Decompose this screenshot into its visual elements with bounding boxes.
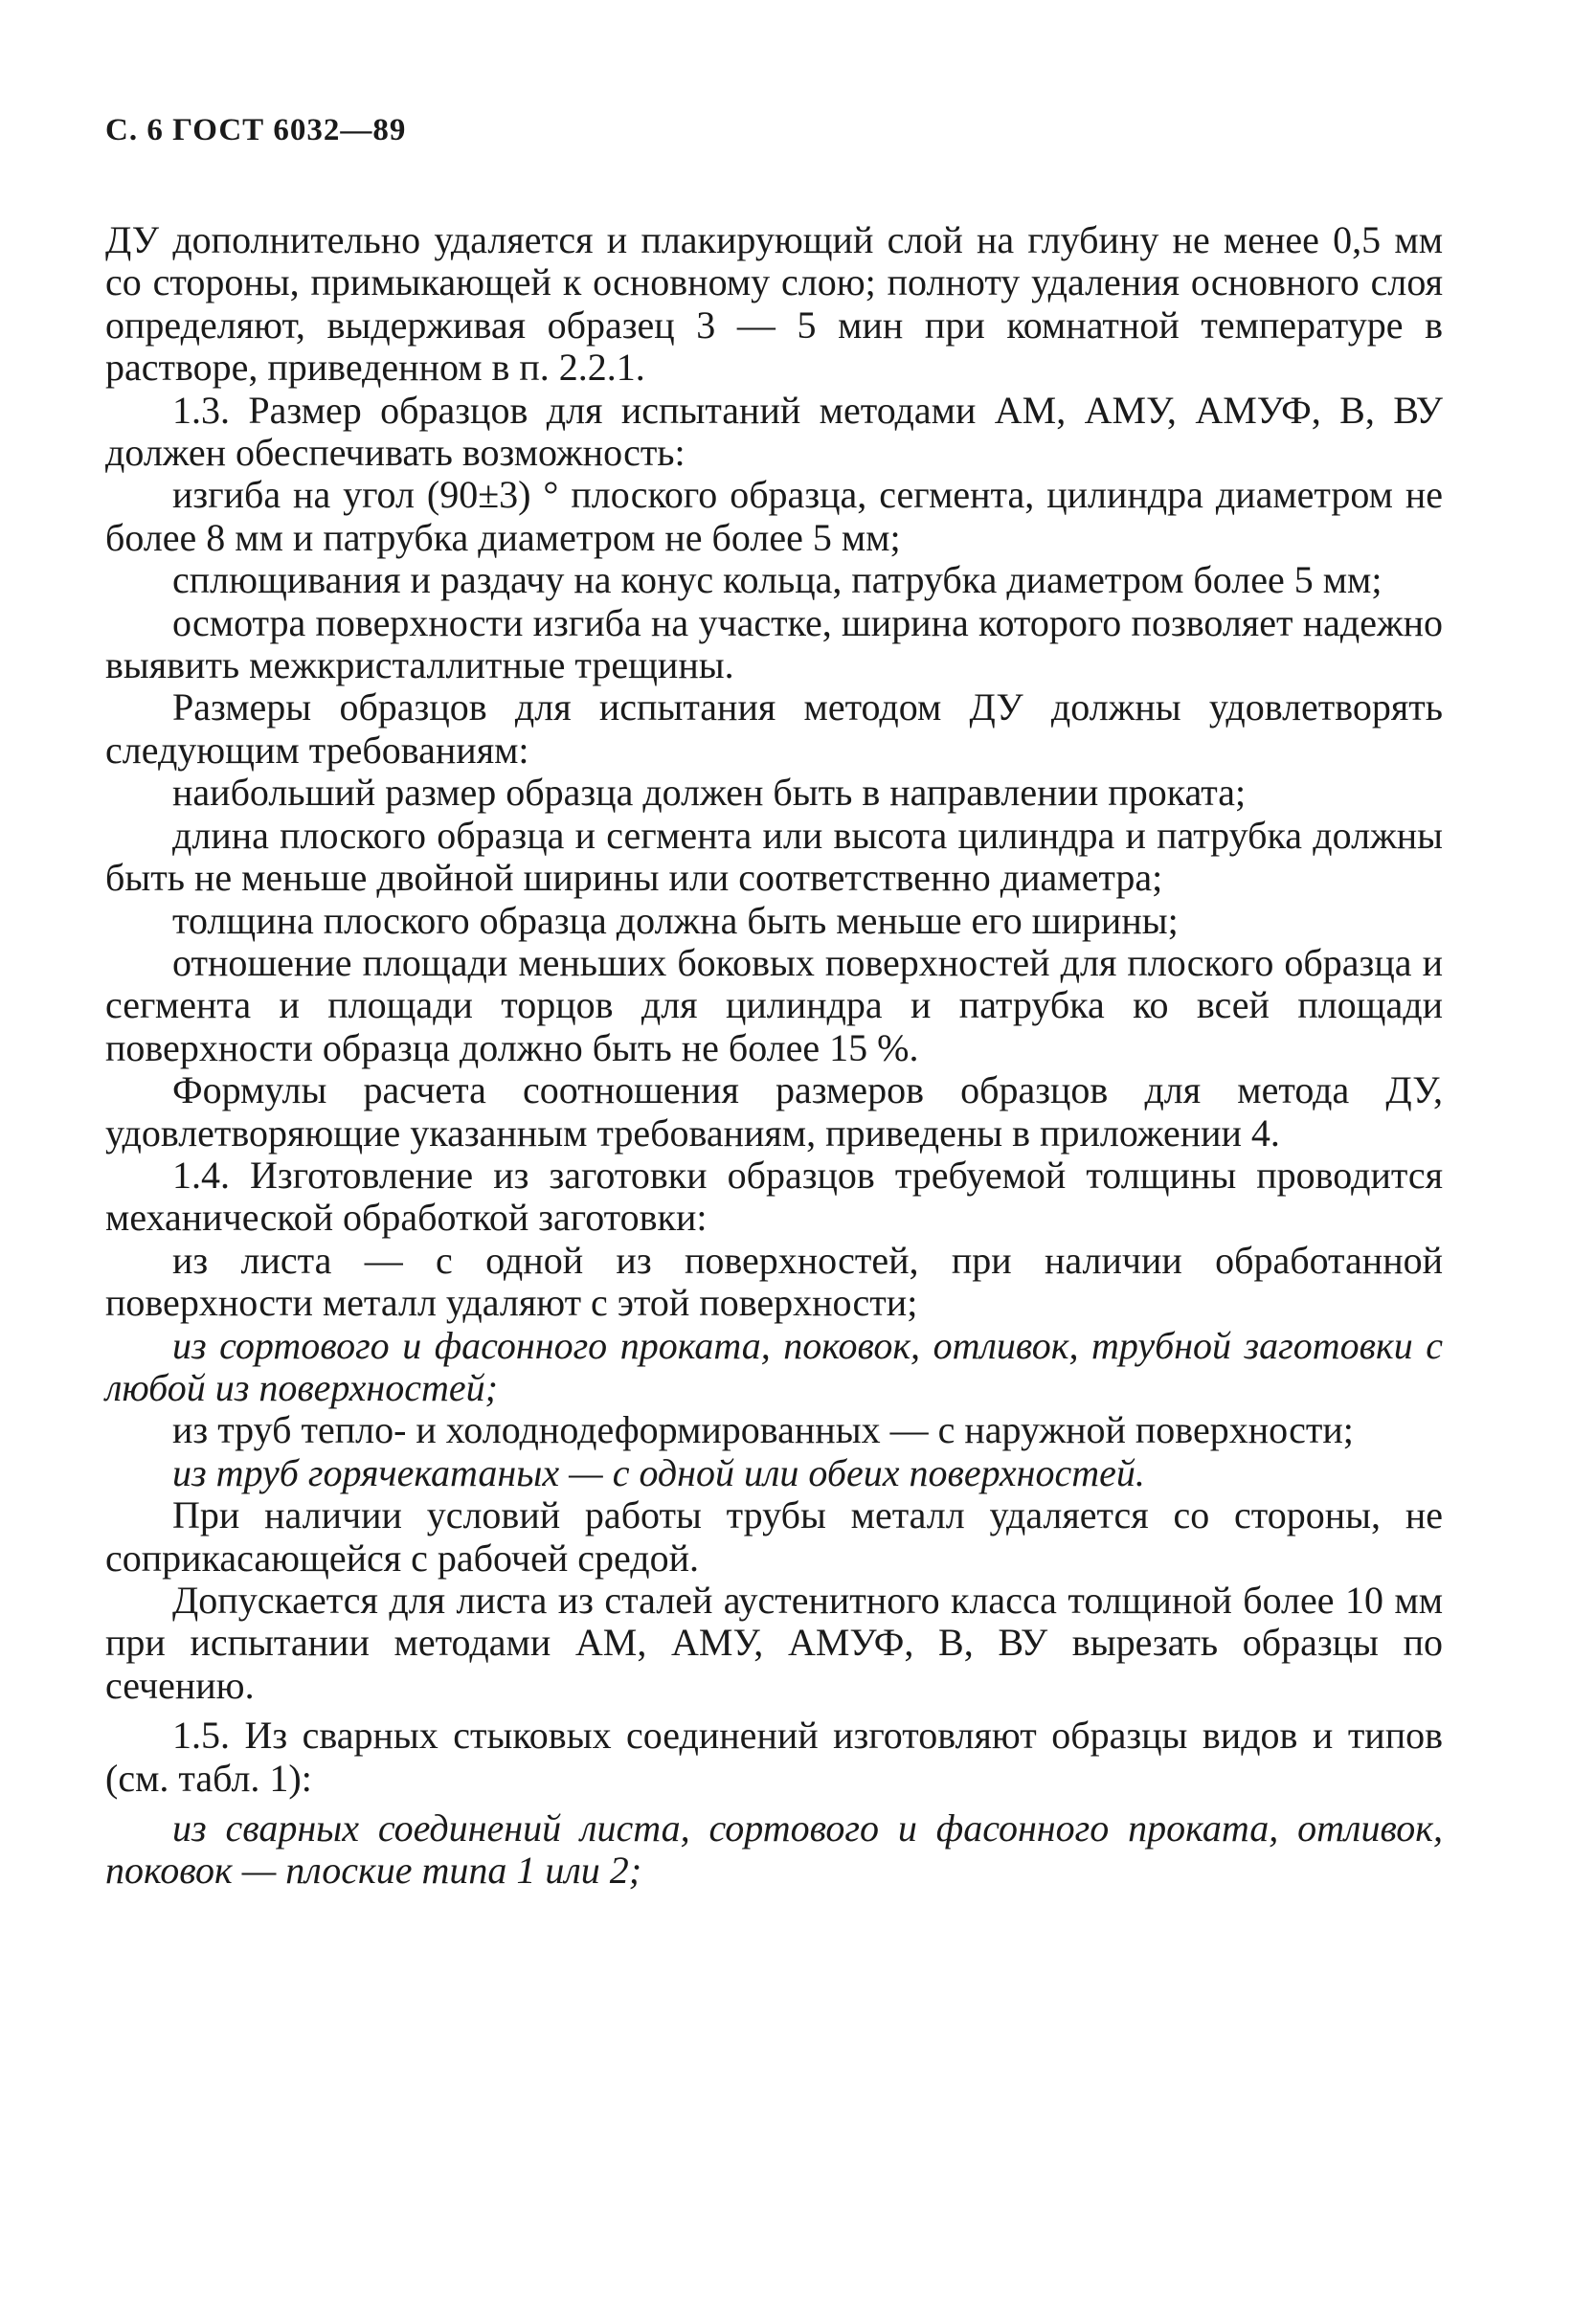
paragraph-formulas: Формулы расчета соотношения размеров образцов для метода ДУ, удовлетворяющие указанным требованиям, приведены в приложении 4. (105, 1068, 1443, 1155)
list-item-deformed-pipes: из труб тепло- и холоднодеформированных — с наружной поверхности; (172, 1408, 1354, 1452)
list-item-area-ratio: отношение площади меньших боковых поверхностей для плоского образца и сегмента и площади торцов для цилиндра и патрубка ко всей площади поверхности образца должно быть не более 15 %. (105, 940, 1443, 1069)
list-item-inspection: осмотра поверхности изгиба на участке, ширина которого позволяет надежно выявить межкристаллитные трещины. (105, 600, 1443, 687)
list-item-bending: изгиба на угол (90±3) ° плоского образца, сегмента, цилиндра диаметром не более 8 мм и патрубка диаметром не более 5 мм; (105, 473, 1443, 559)
list-item-length: длина плоского образца и сегмента или высота цилиндра и патрубка должны быть не меньше двойной ширины или соответственно диаметра; (105, 813, 1443, 900)
paragraph-du-sizes: Размеры образцов для испытания методом ДУ должны удовлетворять следующим требованиям: (105, 685, 1443, 772)
paragraph-working-conditions: При наличии условий работы трубы металл удаляется со стороны, не соприкасающейся с рабочей средой. (105, 1493, 1443, 1580)
body-text (105, 219, 1443, 1893)
list-item-largest-size: наибольший размер образца должен быть в направлении проката; (172, 771, 1247, 815)
list-item-hot-rolled-pipes: из труб горячекатаных — с одной или обеих поверхностей. (172, 1450, 1145, 1494)
list-item-thickness: толщина плоского образца должна быть меньше его ширины; (172, 898, 1179, 942)
list-item-flattening: сплющивания и раздачу на конус кольца, патрубка диаметром более 5 мм; (172, 558, 1382, 602)
list-item-section-profile: из сортового и фасонного проката, поковок, отливок, трубной заготовки с любой из поверхностей; (105, 1323, 1443, 1409)
paragraph-1-5: 1.5. Из сварных стыковых соединений изготовляют образцы видов и типов (см. табл. 1): (105, 1714, 1443, 1800)
paragraph-continuation: ДУ дополнительно удаляется и плакирующий слой на глубину не менее 0,5 мм со стороны, примыкающей к основному слою; полноту удаления основного слоя определяют, выдерживая образец 3 — 5 мин при комнатной температуре в растворе, приведенном в п. 2.2.1. (105, 218, 1443, 390)
paragraph-1-4: 1.4. Изготовление из заготовки образцов требуемой толщины проводится механической обработкой заготовки: (105, 1153, 1443, 1240)
list-item-welded-joints: из сварных соединений листа, сортового и фасонного проката, отливок, поковок — плоские типа 1 или 2; (105, 1806, 1443, 1893)
paragraph-1-3: 1.3. Размер образцов для испытаний методами АМ, АМУ, АМУФ, В, ВУ должен обеспечивать возможность: (105, 388, 1443, 475)
paragraph-austenitic: Допускается для листа из сталей аустенитного класса толщиной более 10 мм при испытании методами АМ, АМУ, АМУФ, В, ВУ вырезать образцы по сечению. (105, 1579, 1443, 1707)
page-header: С. 6 ГОСТ 6032—89 (105, 113, 407, 147)
list-item-sheet: из листа — с одной из поверхностей, при наличии обработанной поверхности металл удаляют с этой поверхности; (105, 1238, 1443, 1325)
